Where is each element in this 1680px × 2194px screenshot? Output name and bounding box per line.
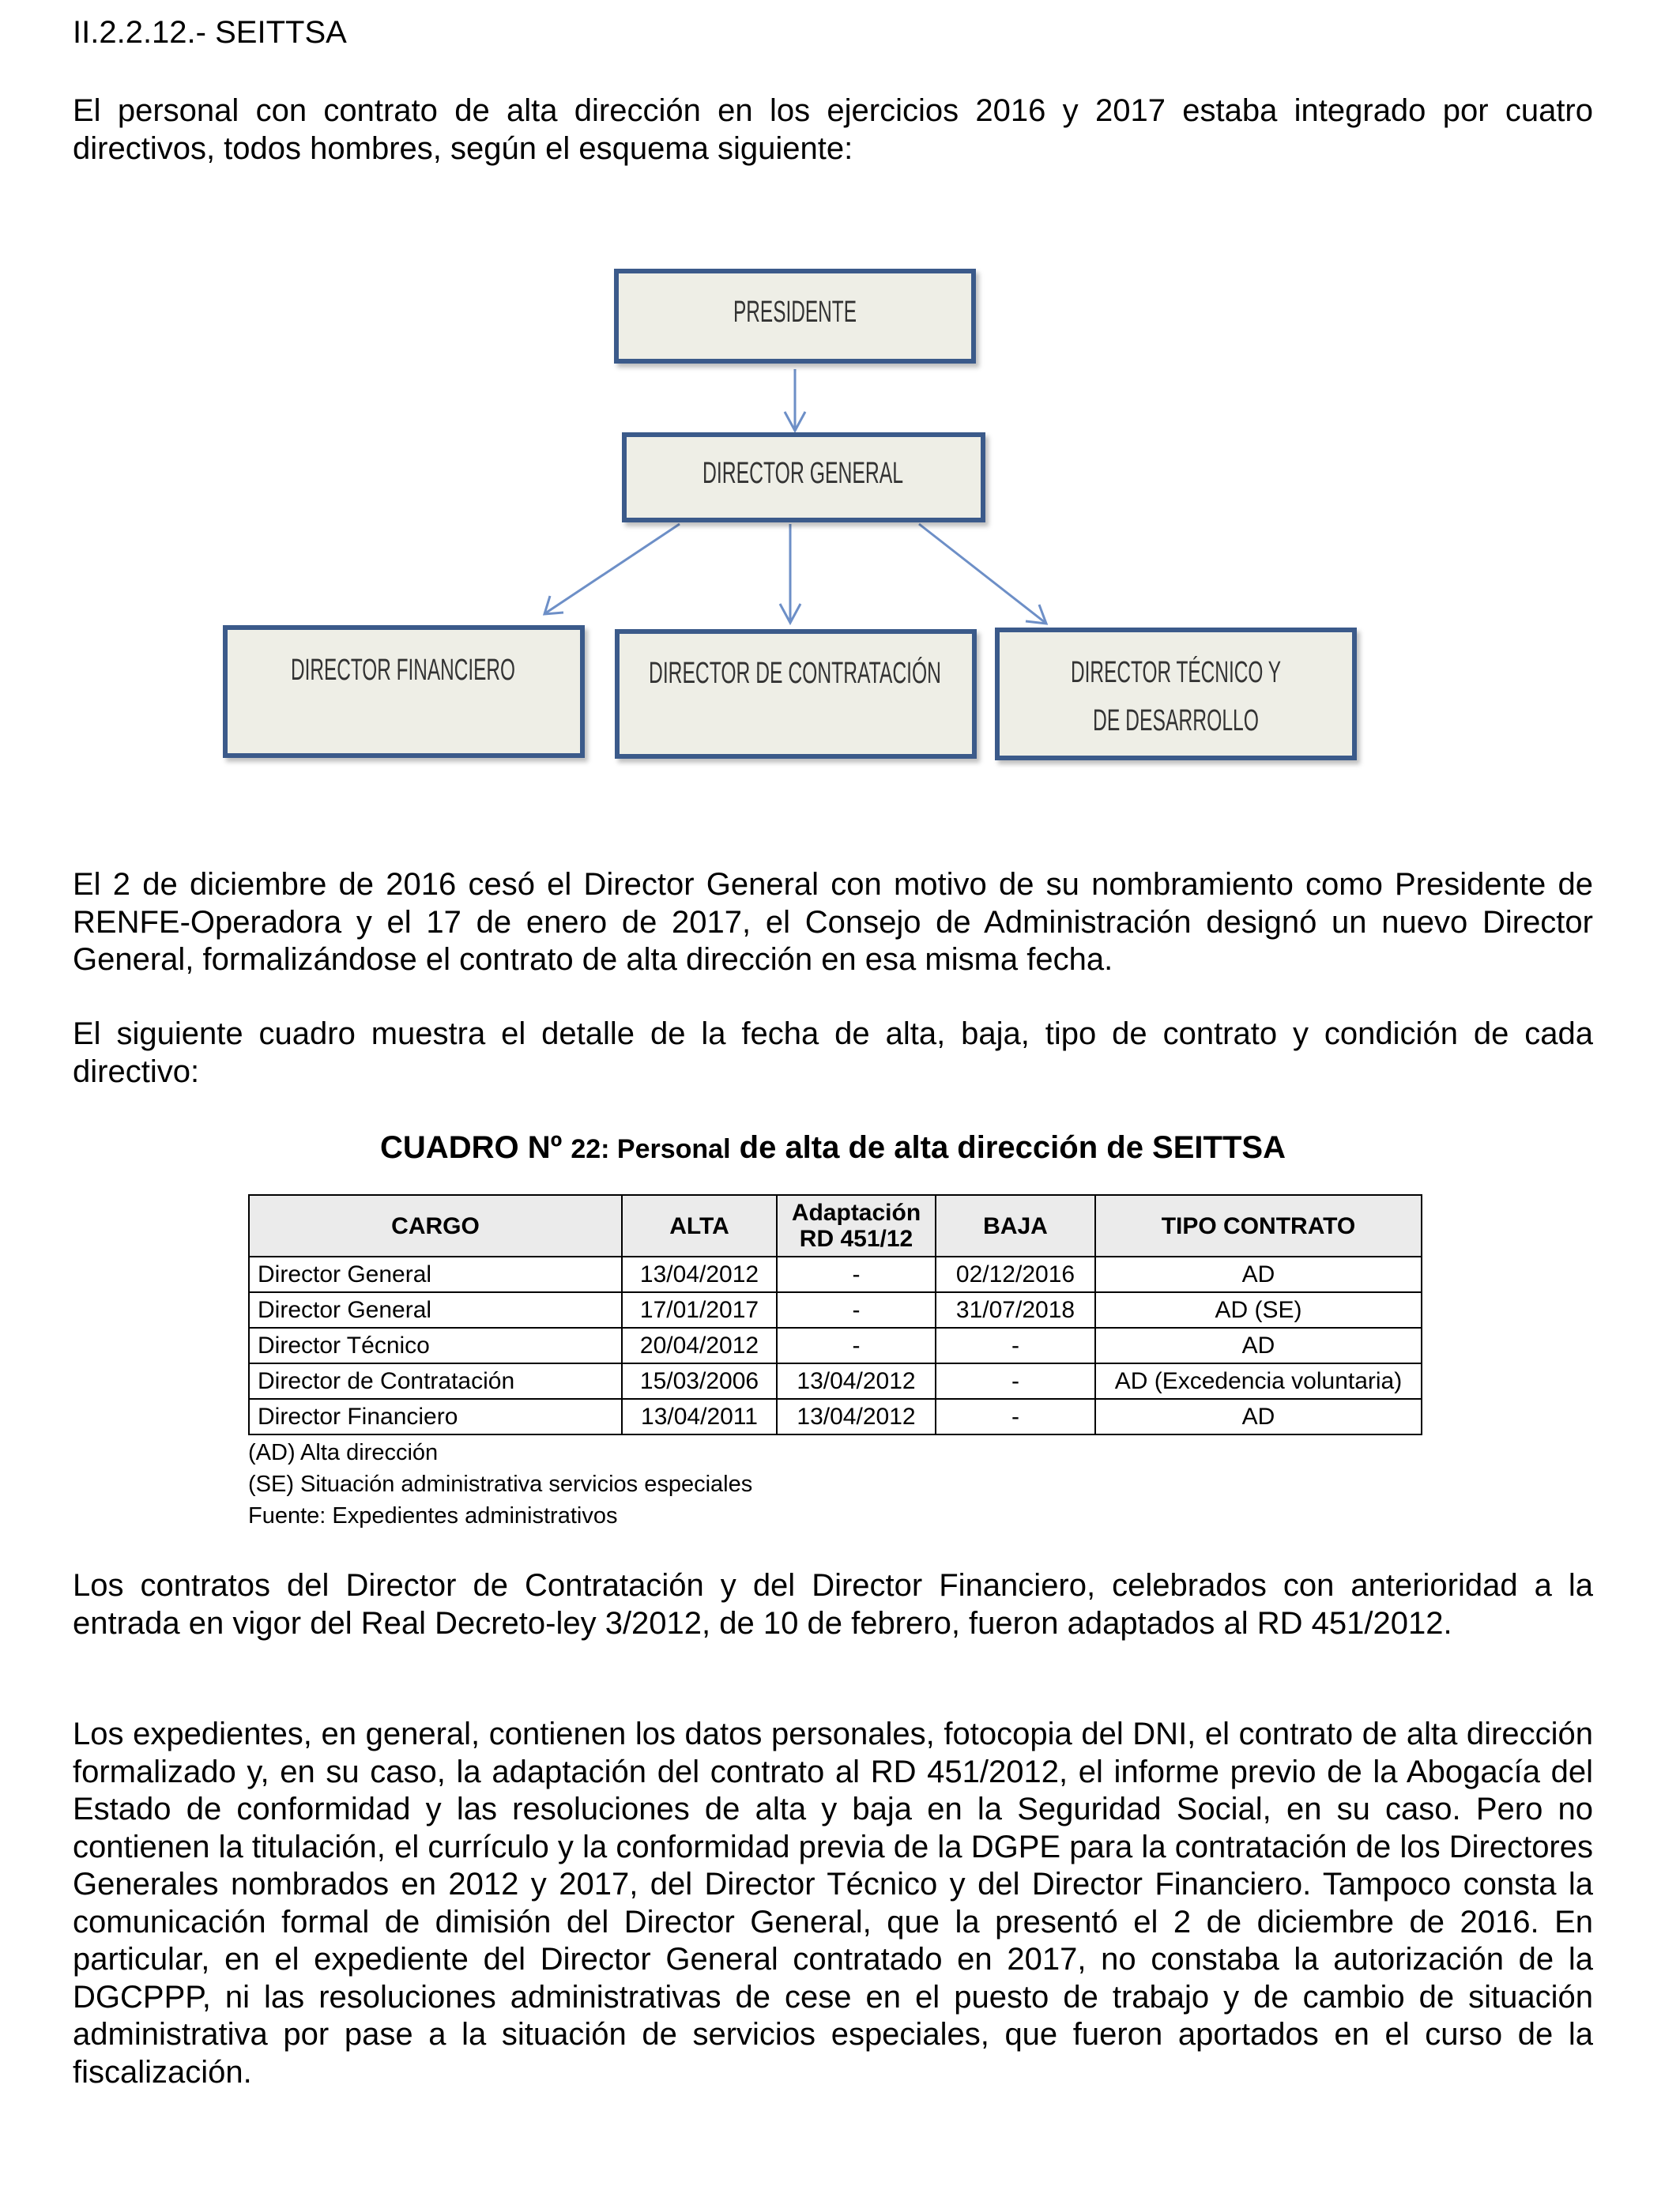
box-director-financiero bbox=[225, 628, 582, 756]
cell-tipo: AD bbox=[1095, 1399, 1422, 1434]
cell-adaptacion: 13/04/2012 bbox=[777, 1363, 936, 1399]
personnel-table bbox=[248, 1194, 1422, 1435]
box-director-tecnico-label-line1: DIRECTOR TÉCNICO Y bbox=[1071, 656, 1398, 689]
table-row bbox=[249, 1328, 1422, 1363]
note-source: Fuente: Expedientes administrativos bbox=[248, 1503, 618, 1529]
box-director-tecnico bbox=[997, 630, 1398, 758]
box-director-contratacion-label: DIRECTOR DE CONTRATACIÓN bbox=[649, 657, 1100, 690]
org-chart bbox=[0, 0, 1680, 790]
note-se: (SE) Situación administrativa servicios especiales bbox=[248, 1472, 753, 1497]
cell-tipo: AD bbox=[1095, 1257, 1422, 1292]
cell-baja: - bbox=[936, 1328, 1095, 1363]
cell-adaptacion: - bbox=[777, 1328, 936, 1363]
cell-baja: - bbox=[936, 1363, 1095, 1399]
table-header-row bbox=[249, 1195, 1422, 1257]
header-cargo: CARGO bbox=[249, 1195, 622, 1257]
cell-cargo: Director General bbox=[249, 1292, 622, 1328]
cell-tipo: AD (Excedencia voluntaria) bbox=[1095, 1363, 1422, 1399]
box-director-financiero-label: DIRECTOR FINANCIERO bbox=[291, 654, 515, 687]
cell-alta: 20/04/2012 bbox=[622, 1328, 777, 1363]
header-adaptacion-line1: Adaptación bbox=[791, 1200, 921, 1226]
header-adaptacion bbox=[777, 1195, 936, 1257]
table-caption-part3: de alta de alta dirección de SEITTSA bbox=[730, 1130, 1286, 1165]
table-caption bbox=[73, 1129, 1593, 1168]
cell-adaptacion: 13/04/2012 bbox=[777, 1399, 936, 1434]
box-director-tecnico-label-line2: DE DESARROLLO bbox=[1093, 704, 1259, 737]
header-alta: ALTA bbox=[622, 1195, 777, 1257]
cell-alta: 17/01/2017 bbox=[622, 1292, 777, 1328]
table-row bbox=[249, 1292, 1422, 1328]
cell-cargo: Director Financiero bbox=[249, 1399, 622, 1434]
table-row bbox=[249, 1257, 1422, 1292]
table-row bbox=[249, 1363, 1422, 1399]
cell-cargo: Director Técnico bbox=[249, 1328, 622, 1363]
table-notes bbox=[248, 1437, 752, 1532]
arrow-to-director-financiero bbox=[545, 524, 680, 613]
cell-cargo: Director General bbox=[249, 1257, 622, 1292]
table-caption-part2: 22: Personal bbox=[571, 1134, 731, 1164]
header-tipo-contrato: TIPO CONTRATO bbox=[1095, 1195, 1422, 1257]
note-ad: (AD) Alta dirección bbox=[248, 1440, 439, 1465]
cell-alta: 13/04/2012 bbox=[622, 1257, 777, 1292]
cell-adaptacion: - bbox=[777, 1257, 936, 1292]
paragraph-adaptacion: Los contratos del Director de Contratación y del Director Financiero, celebrados con anterioridad a la entrada en vigor del Real Decreto-ley 3/2012, de 10 de febrero, fueron adaptados al RD 451/2012. bbox=[73, 1568, 1593, 1641]
arrow-to-director-tecnico bbox=[919, 524, 1045, 623]
header-adaptacion-line2: RD 451/12 bbox=[799, 1226, 913, 1252]
section-heading: II.2.2.12.- SEITTSA bbox=[73, 15, 347, 50]
box-presidente-label: PRESIDENTE bbox=[733, 296, 857, 329]
header-baja: BAJA bbox=[936, 1195, 1095, 1257]
box-director-general-label: DIRECTOR GENERAL bbox=[703, 457, 903, 490]
cell-alta: 15/03/2006 bbox=[622, 1363, 777, 1399]
cell-baja: - bbox=[936, 1399, 1095, 1434]
paragraph-intro: El personal con contrato de alta dirección en los ejercicios 2016 y 2017 estaba integrado por cuatro directivos, todos hombres, según el esquema siguiente: bbox=[73, 93, 1593, 166]
cell-tipo: AD (SE) bbox=[1095, 1292, 1422, 1328]
paragraph-expedientes: Los expedientes, en general, contienen los datos personales, fotocopia del DNI, el contrato de alta dirección formalizado y, en su caso, la adaptación del contrato al RD 451/2012, el informe previo de la Abogacía del Estado de conformidad y las resoluciones de alta y baja en la Seguridad Social, en su caso. Pero no contienen la titulación, el currículo y la conformidad previa de la DGPE para la contratación de los Directores Generales nombrados en 2012 y 2017, del Director Técnico y del Director Financiero. Tampoco consta la comunicación formal de dimisión del Director General, que la presentó el 2 de diciembre de 2016. En particular, en el expediente del Director General contratado en 2017, no constaba la autorización de la DGCPPP, ni las resoluciones administrativas de cese en el puesto de trabajo y de cambio de situación administrativa por pase a la situación de servicios especiales, que fueron aportados en el curso de la fiscalización. bbox=[73, 1717, 1593, 2090]
box-director-contratacion bbox=[617, 631, 1100, 756]
cell-cargo: Director de Contratación bbox=[249, 1363, 622, 1399]
box-director-general bbox=[624, 435, 983, 520]
table-row bbox=[249, 1399, 1422, 1434]
cell-alta: 13/04/2011 bbox=[622, 1399, 777, 1434]
cell-baja: 31/07/2018 bbox=[936, 1292, 1095, 1328]
paragraph-cese: El 2 de diciembre de 2016 cesó el Director General con motivo de su nombramiento como Presidente de RENFE-Operadora y el 17 de enero de 2017, el Consejo de Administración designó un nuevo Director General, formalizándose el contrato de alta dirección en esa misma fecha. bbox=[73, 867, 1593, 977]
box-presidente bbox=[616, 271, 974, 361]
paragraph-cuadro-intro: El siguiente cuadro muestra el detalle de la fecha de alta, baja, tipo de contrato y condición de cada directivo: bbox=[73, 1016, 1593, 1089]
table-caption-part1: CUADRO Nº bbox=[380, 1130, 571, 1165]
cell-tipo: AD bbox=[1095, 1328, 1422, 1363]
cell-baja: 02/12/2016 bbox=[936, 1257, 1095, 1292]
cell-adaptacion: - bbox=[777, 1292, 936, 1328]
